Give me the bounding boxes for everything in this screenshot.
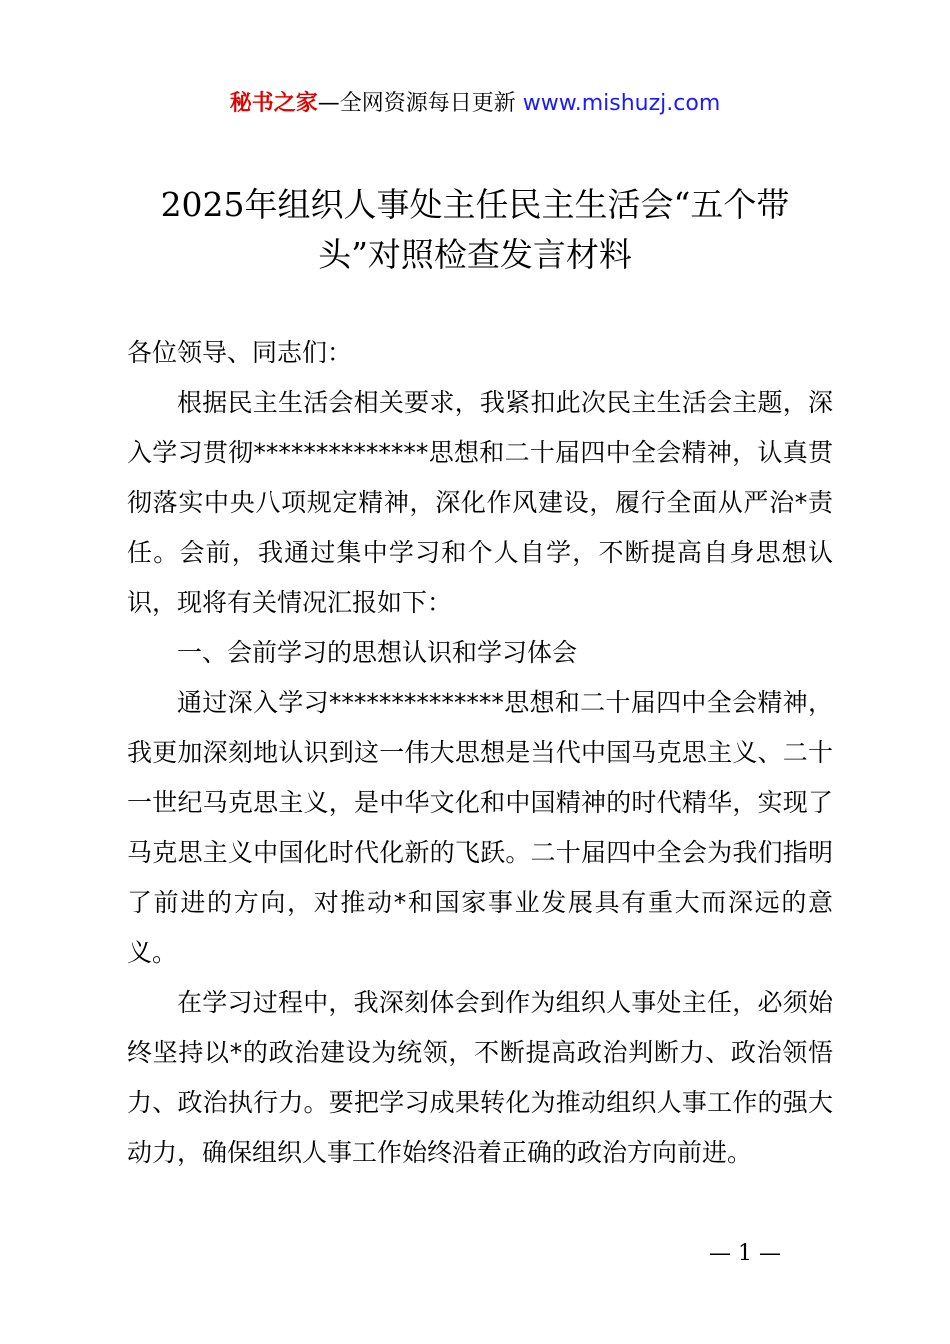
paragraph-reflection: 在学习过程中，我深刻体会到作为组织人事处主任，必须始终坚持以*的政治建设为统领，不断提高政治判断力、政治领悟力、政治执行力。要把学习成果转化为推动组织人事工作的强大动力，确保组织人事工作始终沿着正确的政治方向前进。: [127, 988, 833, 1167]
title-line-1: 2025年组织人事处主任民主生活会“五个带: [160, 185, 790, 224]
page-number: — 1 —: [709, 1241, 781, 1266]
salutation: 各位领导、同志们：: [127, 338, 353, 367]
document-title: [120, 180, 830, 280]
title-line-2: 头”对照检查发言材料: [318, 235, 632, 274]
header-tagline: —全网资源每日更新: [317, 91, 523, 116]
site-header: [0, 88, 950, 120]
document-body: [127, 328, 833, 1178]
paragraph-intro: 根据民主生活会相关要求，我紧扣此次民主生活会主题，深入学习贯彻**************思想和二十届四中全会精神，认真贯彻落实中央八项规定精神，深化作风建设，履行全面从严治*责任。会前，我通过集中学习和个人自学，不断提高自身思想认识，现将有关情况汇报如下：: [127, 388, 833, 617]
paragraph-study: 通过深入学习**************思想和二十届四中全会精神，我更加深刻地认识到这一伟大思想是当代中国马克思主义、二十一世纪马克思主义，是中华文化和中国精神的时代精华，实现了马克思主义中国化时代化新的飞跃。二十届四中全会为我们指明了前进的方向，对推动*和国家事业发展具有重大而深远的意义。: [127, 688, 833, 967]
brand-name: 秘书之家: [229, 91, 318, 116]
site-url-link[interactable]: www.mishuzj.com: [522, 91, 721, 116]
section-heading-1: 一、会前学习的思想认识和学习体会: [177, 638, 578, 667]
